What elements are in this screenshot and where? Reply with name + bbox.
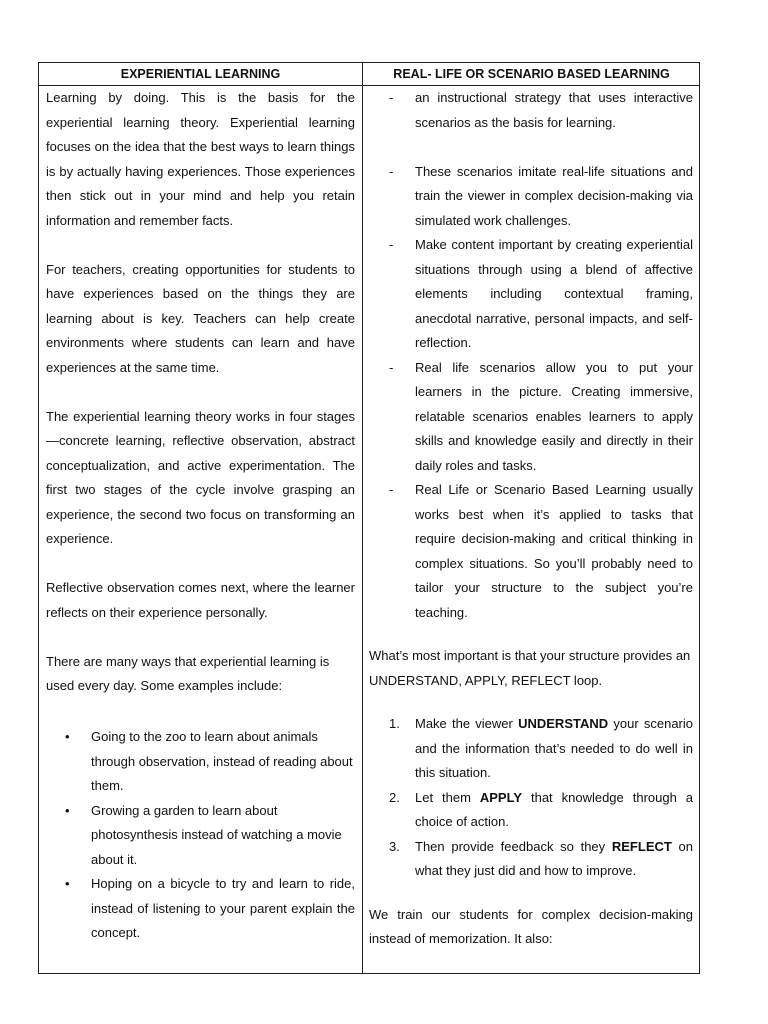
step-number: 2. (389, 789, 400, 805)
bullet-icon: • (65, 802, 70, 818)
header-scenario-based-learning: REAL- LIFE OR SCENARIO BASED LEARNING (393, 67, 670, 81)
keyword-reflect: REFLECT (611, 838, 672, 854)
bullet-icon: • (65, 876, 70, 891)
paragraph-examples-intro: There are many ways that experiential learning is used every day. Some examples include: (46, 653, 330, 693)
right-column (369, 86, 693, 952)
list-item: 3. Then provide feedback so they REFLECT on what they just did and how to improve. (369, 835, 693, 884)
left-column (46, 86, 355, 946)
list-item: - Real Life or Scenario Based Learning usually works best when it’s applied to tasks that require decision-making and critical thinking in complex situations. So you’ll probably need to tailor your structure to the subject you’re teaching. (369, 478, 693, 625)
list-item: - Make content important by creating experiential situations through using a blend of affective elements including contextual framing, anecdotal narrative, personal impacts, and self-reflection. (369, 233, 693, 356)
paragraph-for-teachers: For teachers, creating opportunities for students to have experiences based on the things they are learning about is key. Teachers can help create environments where students can learn and have experiences at the same time. (46, 261, 355, 375)
list-item: • Going to the zoo to learn about animals through observation, instead of reading about them. (46, 725, 355, 799)
step-number: 1. (389, 716, 400, 731)
list-item: - These scenarios imitate real-life situations and train the viewer in complex decision-making via simulated work challenges. (369, 160, 693, 234)
paragraph-four-stages: The experiential learning theory works in four stages—concrete learning, reflective observation, abstract conceptualization, and active experimentation. The first two stages of the cycle involve grasping an experience, the second two focus on transforming an experience. (46, 408, 355, 546)
dash-marker: - (389, 359, 394, 375)
keyword-apply: APPLY (479, 789, 523, 805)
paragraph-learning-by-doing: Learning by doing. This is the basis for the experiential learning theory. Experiential learning focuses on the idea that the best ways to learn things is by actually having experiences. Those experiences then stick out in your mind and help you retain information and remember facts. (46, 90, 355, 228)
keyword-understand: UNDERSTAND (518, 716, 609, 731)
dash-marker: - (389, 482, 394, 497)
steps-list (369, 712, 693, 884)
step-number: 3. (389, 838, 400, 854)
header-experiential-learning: EXPERIENTIAL LEARNING (120, 67, 281, 81)
dash-marker: - (389, 163, 394, 179)
list-item: 1. Make the viewer UNDERSTAND your scenario and the information that’s needed to do well in this situation. (369, 712, 693, 786)
list-item: - Real life scenarios allow you to put your learners in the picture. Creating immersive, relatable scenarios enables learners to apply skills and knowledge easily and directly in their daily roles and tasks. (369, 356, 693, 479)
column-divider (362, 63, 363, 973)
comparison-table (38, 62, 700, 974)
dash-marker: - (389, 90, 394, 105)
list-item: - an instructional strategy that uses interactive scenarios as the basis for learning. (369, 86, 693, 135)
paragraph-reflective-observation: Reflective observation comes next, where the learner reflects on their experience personally. (46, 580, 355, 620)
list-item: • Growing a garden to learn about photosynthesis instead of watching a movie about it. (46, 799, 355, 873)
paragraph-we-train: We train our students for complex decision-making instead of memorization. It also: (369, 906, 693, 946)
dash-marker: - (389, 237, 394, 252)
list-item: • Hoping on a bicycle to try and learn to ride, instead of listening to your parent explain the concept. (46, 872, 355, 946)
paragraph-loop: What’s most important is that your structure provides an UNDERSTAND, APPLY, REFLECT loop. (369, 648, 691, 688)
bullet-icon: • (65, 729, 70, 744)
examples-list (46, 725, 355, 946)
list-item: 2. Let them APPLY that knowledge through a choice of action. (369, 786, 693, 835)
